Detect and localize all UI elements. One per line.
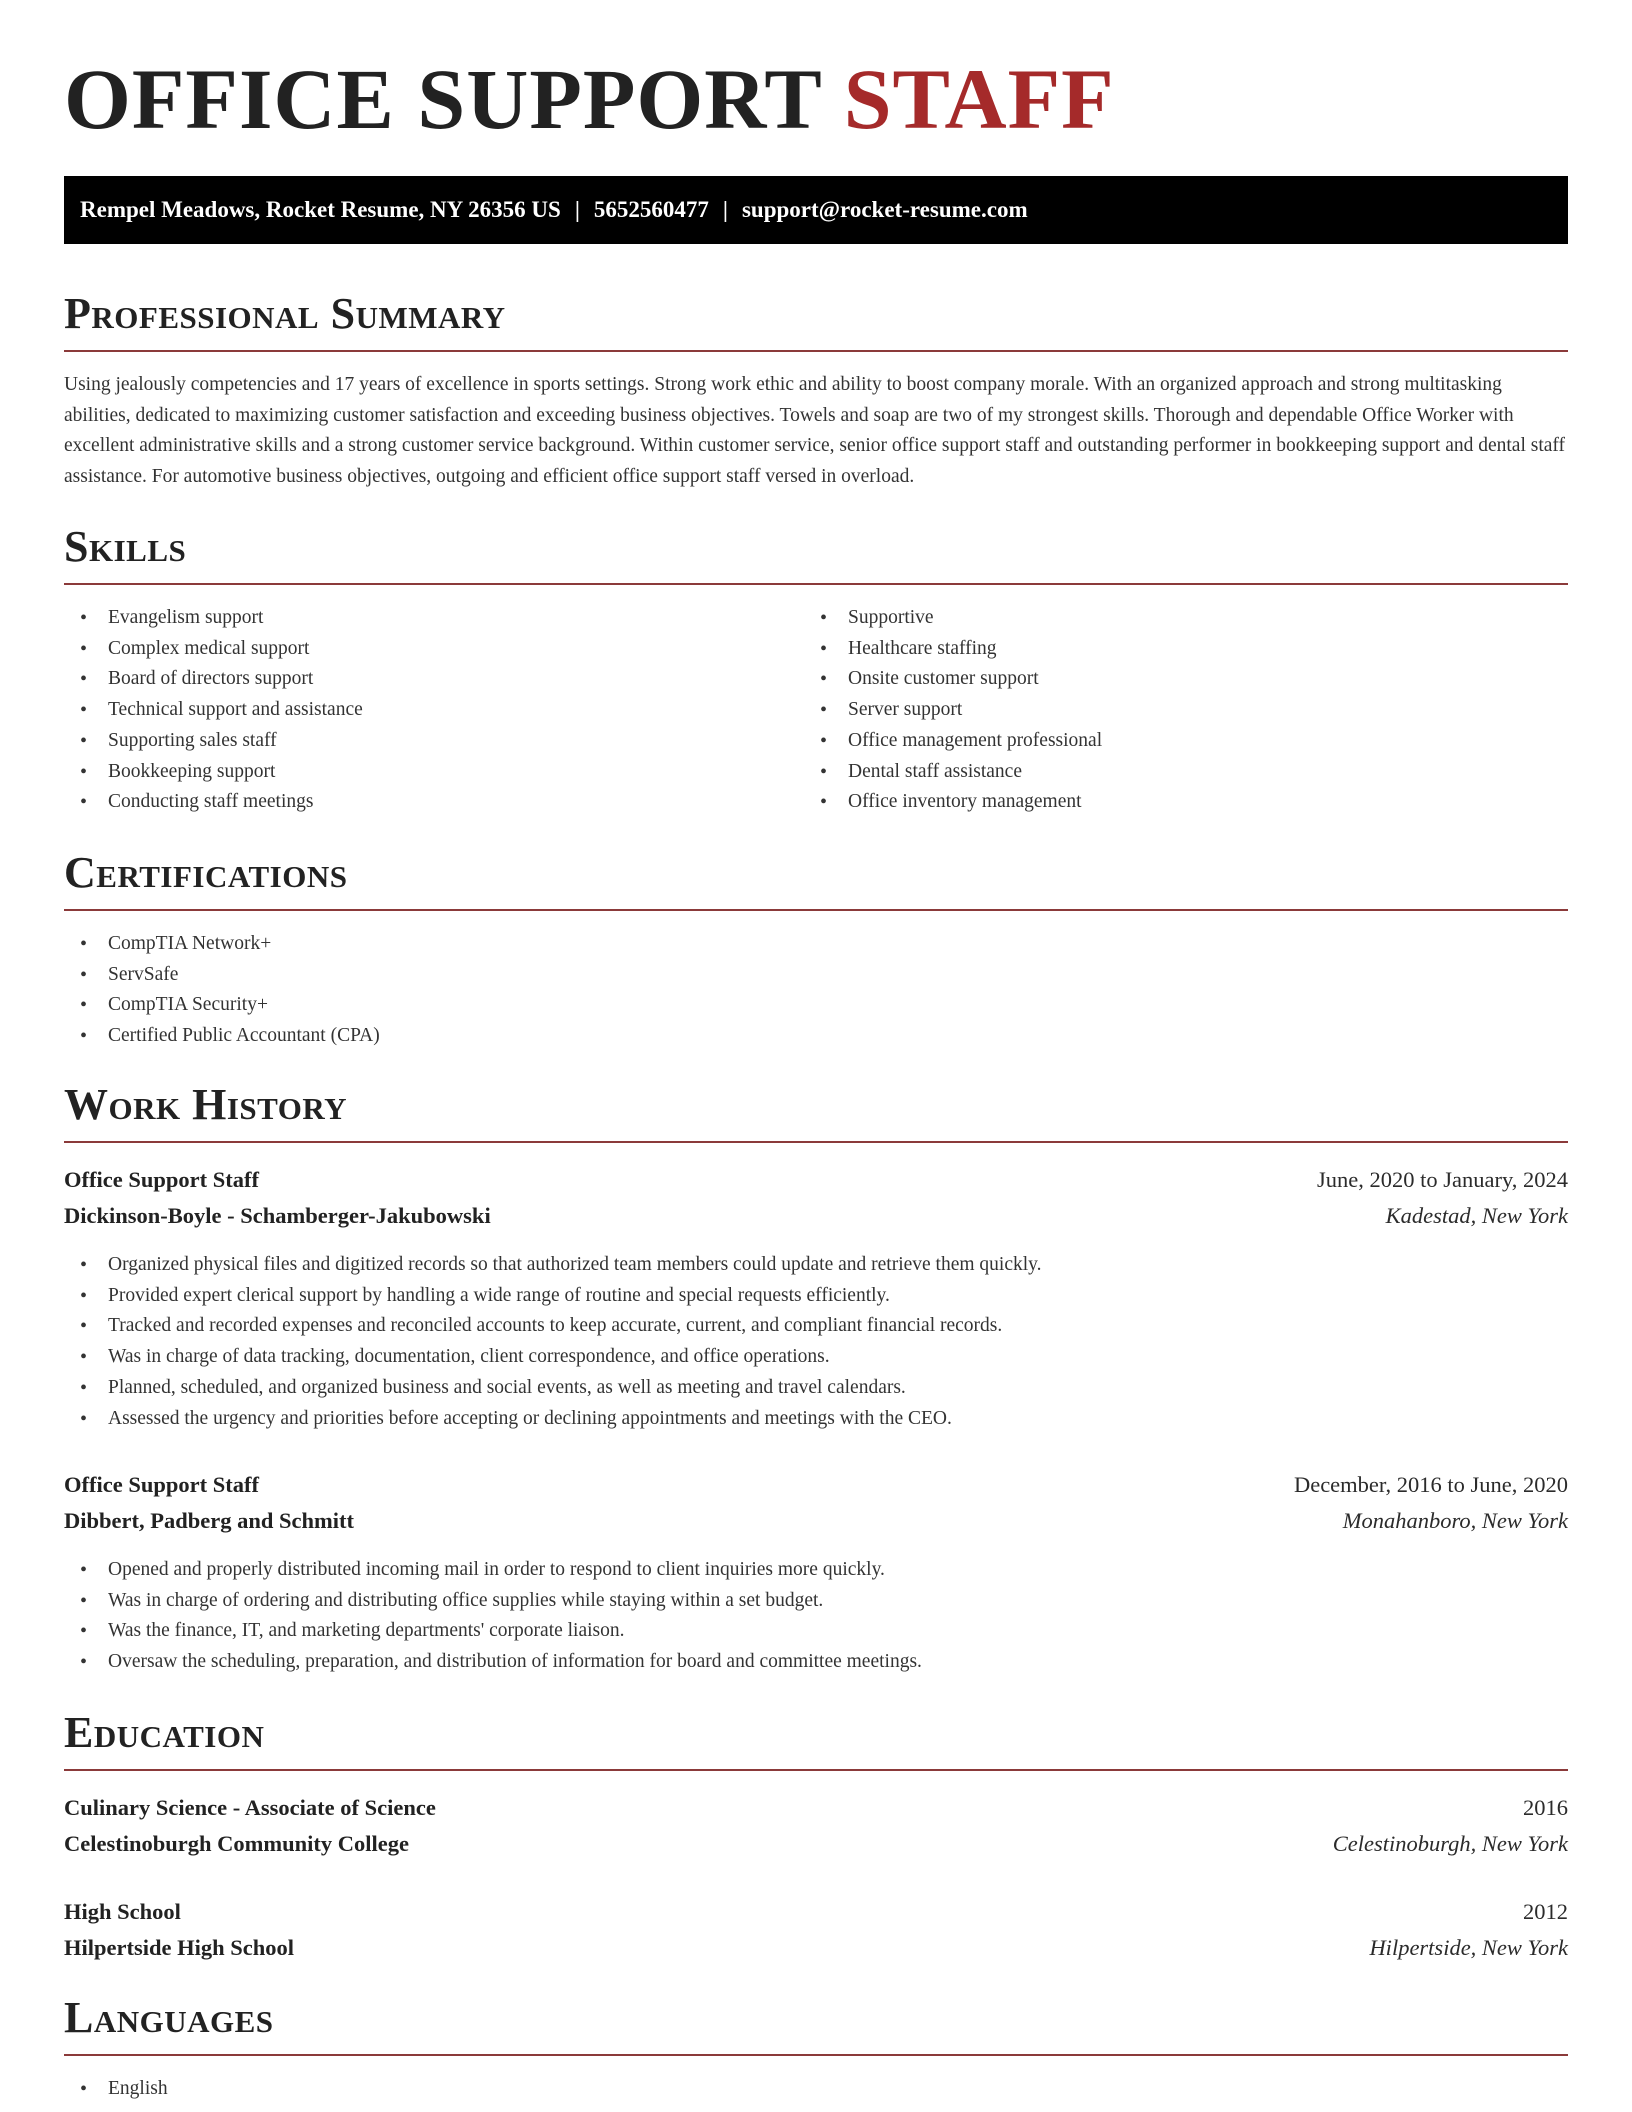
list-item: • Dental staff assistance bbox=[804, 757, 1564, 788]
education-header bbox=[64, 1894, 1568, 1930]
name-main: OFFICE SUPPORT bbox=[64, 51, 844, 147]
section-divider bbox=[64, 350, 1568, 352]
languages-list bbox=[64, 2074, 1568, 2105]
list-item: • Conducting staff meetings bbox=[64, 787, 804, 818]
job-company: Dickinson-Boyle - Schamberger-Jakubowski bbox=[64, 1203, 491, 1228]
education-header bbox=[64, 1790, 1568, 1826]
skills-section bbox=[64, 522, 1568, 571]
section-divider bbox=[64, 909, 1568, 911]
list-item: • Tracked and recorded expenses and reconciled accounts to keep accurate, current, and compliant financial records. bbox=[64, 1311, 1568, 1342]
skills-list-left bbox=[64, 603, 804, 818]
list-item: • Certified Public Accountant (CPA) bbox=[64, 1021, 1568, 1052]
list-item: • Onsite customer support bbox=[804, 664, 1564, 695]
work-section bbox=[64, 1080, 1568, 1129]
summary-text: Using jealously competencies and 17 years of excellence in sports settings. Strong work ethic and ability to boost company morale. With an organized approach and strong multitasking abilities, dedicated to maximizing customer satisfaction and exceeding business objectives. Towels and soap are two of my strongest skills. Thorough and dependable Office Worker with excellent administrative skills and a strong customer service background. Within customer service, senior office support staff and outstanding performer in bookkeeping support and dental staff assistance. For automotive business objectives, outgoing and efficient office support staff versed in overload. bbox=[64, 374, 1566, 487]
list-item: • Organized physical files and digitized records so that authorized team members could update and retrieve them quickly. bbox=[64, 1250, 1568, 1281]
job-subheader bbox=[64, 1198, 1568, 1234]
certifications-list bbox=[64, 929, 1568, 1052]
list-item: • Was the finance, IT, and marketing departments' corporate liaison. bbox=[64, 1616, 1568, 1647]
education-degree: High School bbox=[64, 1899, 181, 1924]
education-year: 2016 bbox=[1523, 1795, 1568, 1820]
list-item: • Oversaw the scheduling, preparation, and distribution of information for board and committee meetings. bbox=[64, 1647, 1568, 1678]
job-role: Office Support Staff bbox=[64, 1472, 259, 1497]
contact-address: Rempel Meadows, Rocket Resume, NY 26356 US bbox=[80, 197, 561, 222]
resume-name bbox=[64, 51, 1115, 147]
list-item: • Technical support and assistance bbox=[64, 695, 804, 726]
list-item: • CompTIA Network+ bbox=[64, 929, 1568, 960]
name-accent: STAFF bbox=[843, 51, 1115, 147]
list-item: • Office management professional bbox=[804, 726, 1564, 757]
list-item: • Healthcare staffing bbox=[804, 634, 1564, 665]
list-item: • Evangelism support bbox=[64, 603, 804, 634]
languages-section bbox=[64, 1993, 1568, 2042]
list-item: • ServSafe bbox=[64, 960, 1568, 991]
education-subheader bbox=[64, 1826, 1568, 1862]
education-location: Hilpertside, New York bbox=[1369, 1935, 1568, 1960]
education-degree: Culinary Science - Associate of Science bbox=[64, 1795, 436, 1820]
job-dates: June, 2020 to January, 2024 bbox=[1316, 1167, 1568, 1192]
list-item: • Board of directors support bbox=[64, 664, 804, 695]
section-divider bbox=[64, 583, 1568, 585]
skills-list-right bbox=[804, 603, 1564, 818]
job-header bbox=[64, 1162, 1568, 1198]
list-item: • Server support bbox=[804, 695, 1564, 726]
education-subheader bbox=[64, 1930, 1568, 1966]
list-item: • Was in charge of ordering and distributing office supplies while staying within a set budget. bbox=[64, 1586, 1568, 1617]
job-location: Monahanboro, New York bbox=[1342, 1508, 1568, 1533]
job-subheader bbox=[64, 1503, 1568, 1539]
job-bullets bbox=[64, 1555, 1568, 1678]
education-location: Celestinoburgh, New York bbox=[1332, 1831, 1568, 1856]
list-item: • Supporting sales staff bbox=[64, 726, 804, 757]
summary-section bbox=[64, 289, 1568, 338]
certifications-section bbox=[64, 848, 1568, 897]
job-role: Office Support Staff bbox=[64, 1167, 259, 1192]
job-company: Dibbert, Padberg and Schmitt bbox=[64, 1508, 355, 1533]
contact-bar bbox=[64, 176, 1568, 244]
job-location: Kadestad, New York bbox=[1385, 1203, 1568, 1228]
section-title-education: Education bbox=[64, 1708, 265, 1757]
list-item: • Supportive bbox=[804, 603, 1564, 634]
education-section bbox=[64, 1708, 1568, 1757]
education-year: 2012 bbox=[1523, 1899, 1568, 1924]
education-school: Hilpertside High School bbox=[64, 1935, 295, 1960]
section-title-certifications: Certifications bbox=[64, 848, 348, 897]
contact-phone[interactable]: 5652560477 bbox=[593, 197, 709, 222]
list-item: • Bookkeeping support bbox=[64, 757, 804, 788]
list-item: • Planned, scheduled, and organized business and social events, as well as meeting and travel calendars. bbox=[64, 1373, 1568, 1404]
section-divider bbox=[64, 1141, 1568, 1143]
list-item: • Provided expert clerical support by handling a wide range of routine and special requests efficiently. bbox=[64, 1281, 1568, 1312]
section-title-summary: Professional Summary bbox=[64, 289, 506, 338]
education-school: Celestinoburgh Community College bbox=[64, 1831, 409, 1856]
list-item: • Was in charge of data tracking, documentation, client correspondence, and office operations. bbox=[64, 1342, 1568, 1373]
section-title-languages: Languages bbox=[64, 1993, 274, 2042]
job-dates: December, 2016 to June, 2020 bbox=[1293, 1472, 1568, 1497]
job-bullets bbox=[64, 1250, 1568, 1434]
list-item: • Opened and properly distributed incoming mail in order to respond to client inquiries more quickly. bbox=[64, 1555, 1568, 1586]
section-title-work: Work History bbox=[64, 1080, 348, 1129]
list-item: • CompTIA Security+ bbox=[64, 990, 1568, 1021]
contact-email[interactable]: support@rocket-resume.com bbox=[741, 197, 1028, 222]
section-divider bbox=[64, 1769, 1568, 1771]
list-item: • Complex medical support bbox=[64, 634, 804, 665]
section-title-skills: Skills bbox=[64, 522, 187, 571]
job-header bbox=[64, 1467, 1568, 1503]
list-item: • Assessed the urgency and priorities before accepting or declining appointments and meetings with the CEO. bbox=[64, 1404, 1568, 1435]
contact-separator: | bbox=[574, 197, 580, 222]
contact-separator: | bbox=[722, 197, 728, 222]
list-item: • English bbox=[64, 2074, 1568, 2105]
list-item: • Office inventory management bbox=[804, 787, 1564, 818]
section-divider bbox=[64, 2054, 1568, 2056]
